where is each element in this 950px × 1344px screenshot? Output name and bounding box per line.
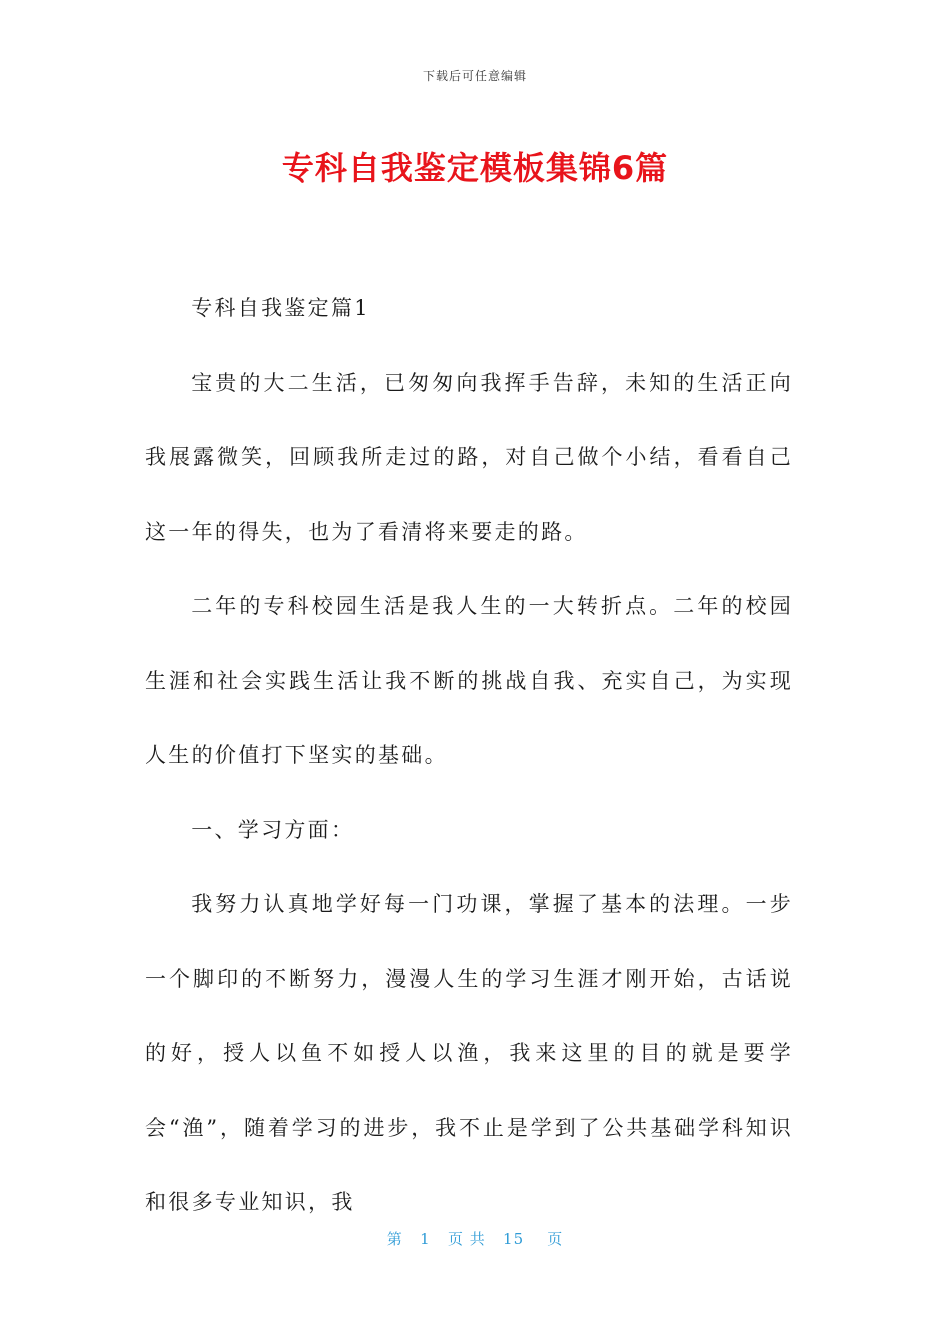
page-label-suffix: 页	[547, 1230, 564, 1248]
header-note: 下载后可任意编辑	[422, 69, 527, 83]
subsection-heading: 一、学习方面：	[191, 817, 355, 842]
document-body	[145, 271, 793, 1240]
current-page-number: 1	[420, 1230, 431, 1248]
paragraph: 二年的专科校园生活是我人生的一大转折点。二年的校园生涯和社会实践生活让我不断的挑战自我、充实自己，为实现人生的价值打下坚实的基础。	[145, 594, 793, 767]
section-heading: 专科自我鉴定篇1	[191, 296, 370, 320]
document-title: 专科自我鉴定模板集锦6篇	[281, 149, 669, 187]
paragraph: 我努力认真地学好每一门功课，掌握了基本的法理。一步一个脚印的不断努力，漫漫人生的学习生涯才刚开始，古话说的好，授人以鱼不如授人以渔，我来这里的目的就是要学会“渔”，随着学习的进步，我不止是学到了公共基础学科知识和很多专业知识，我	[145, 892, 793, 1214]
page-label-prefix: 第	[386, 1230, 403, 1248]
paragraph: 宝贵的大二生活，已匆匆向我挥手告辞，未知的生活正向我展露微笑，回顾我所走过的路，对自己做个小结，看看自己这一年的得失，也为了看清将来要走的路。	[145, 370, 793, 544]
page-footer	[0, 1228, 950, 1249]
total-pages-number: 15	[503, 1230, 525, 1248]
page-label-middle: 页 共	[447, 1230, 486, 1248]
